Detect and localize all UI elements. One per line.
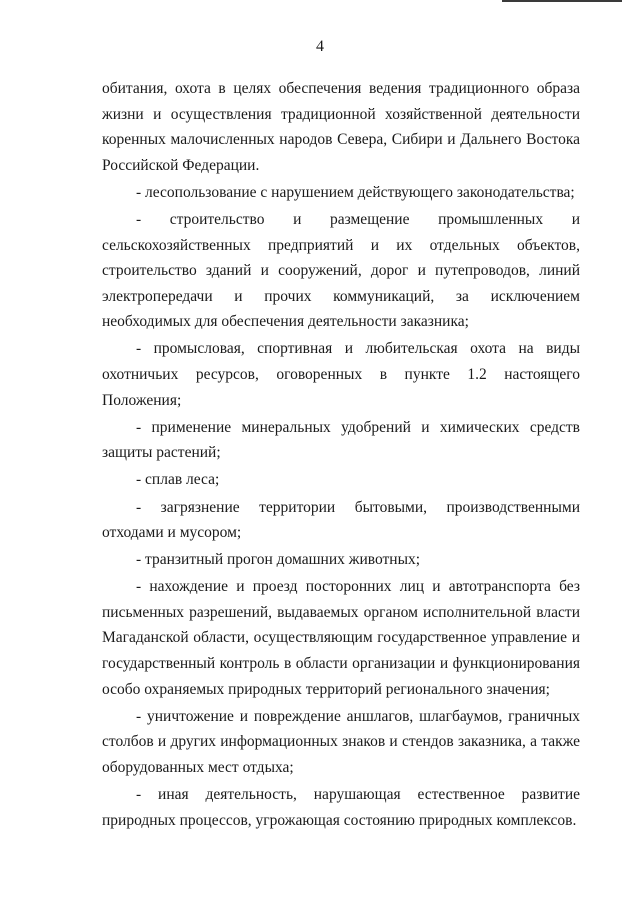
list-item-other-activity: - иная деятельность, нарушающая естественное развитие природных процессов, угрожающая состоянию природных комплексов. (102, 786, 580, 829)
document-body (102, 76, 580, 835)
list-item-timber-rafting: - сплав леса; (136, 471, 220, 489)
page-number: 4 (316, 38, 324, 55)
list-item-construction: - строительство и размещение промышленных и сельскохозяйственных предприятий и их отдельных объектов, строительство зданий и сооружений, дорог и путепроводов, линий электропередачи и прочих коммуникаций, за исключением необходимых для обеспечения деятельности заказника; (102, 210, 580, 331)
list-item-forest-use: - лесопользование с нарушением действующего законодательства; (136, 183, 575, 201)
list-item-livestock-transit: - транзитный прогон домашних животных; (136, 551, 421, 569)
list-item-pollution: - загрязнение территории бытовыми, производственными отходами и мусором; (102, 498, 580, 542)
list-item-unauthorized-access: - нахождение и проезд посторонних лиц и автотранспорта без письменных разрешений, выдаваемых органом исполнительной власти Магаданской области, осуществляющим государственное управление и государственный контроль в области организации и функционирования особо охраняемых природных территорий регионального значения; (102, 578, 580, 698)
list-item-hunting: - промысловая, спортивная и любительская охота на виды охотничьих ресурсов, оговоренных в пункте 1.2 настоящего Положения; (102, 340, 580, 409)
list-item-fertilizers: - применение минеральных удобрений и химических средств защиты растений; (102, 418, 580, 462)
list-item-sign-damage: - уничтожение и повреждение аншлагов, шлагбаумов, граничных столбов и других информационных знаков и стендов заказника, а также оборудованных мест отдыха; (102, 707, 580, 776)
paragraph-continuation: обитания, охота в целях обеспечения ведения традиционного образа жизни и осуществления традиционной хозяйственной деятельности коренных малочисленных народов Севера, Сибири и Дальнего Востока Российской Федерации. (102, 80, 580, 174)
scan-edge-mark (502, 0, 622, 2)
